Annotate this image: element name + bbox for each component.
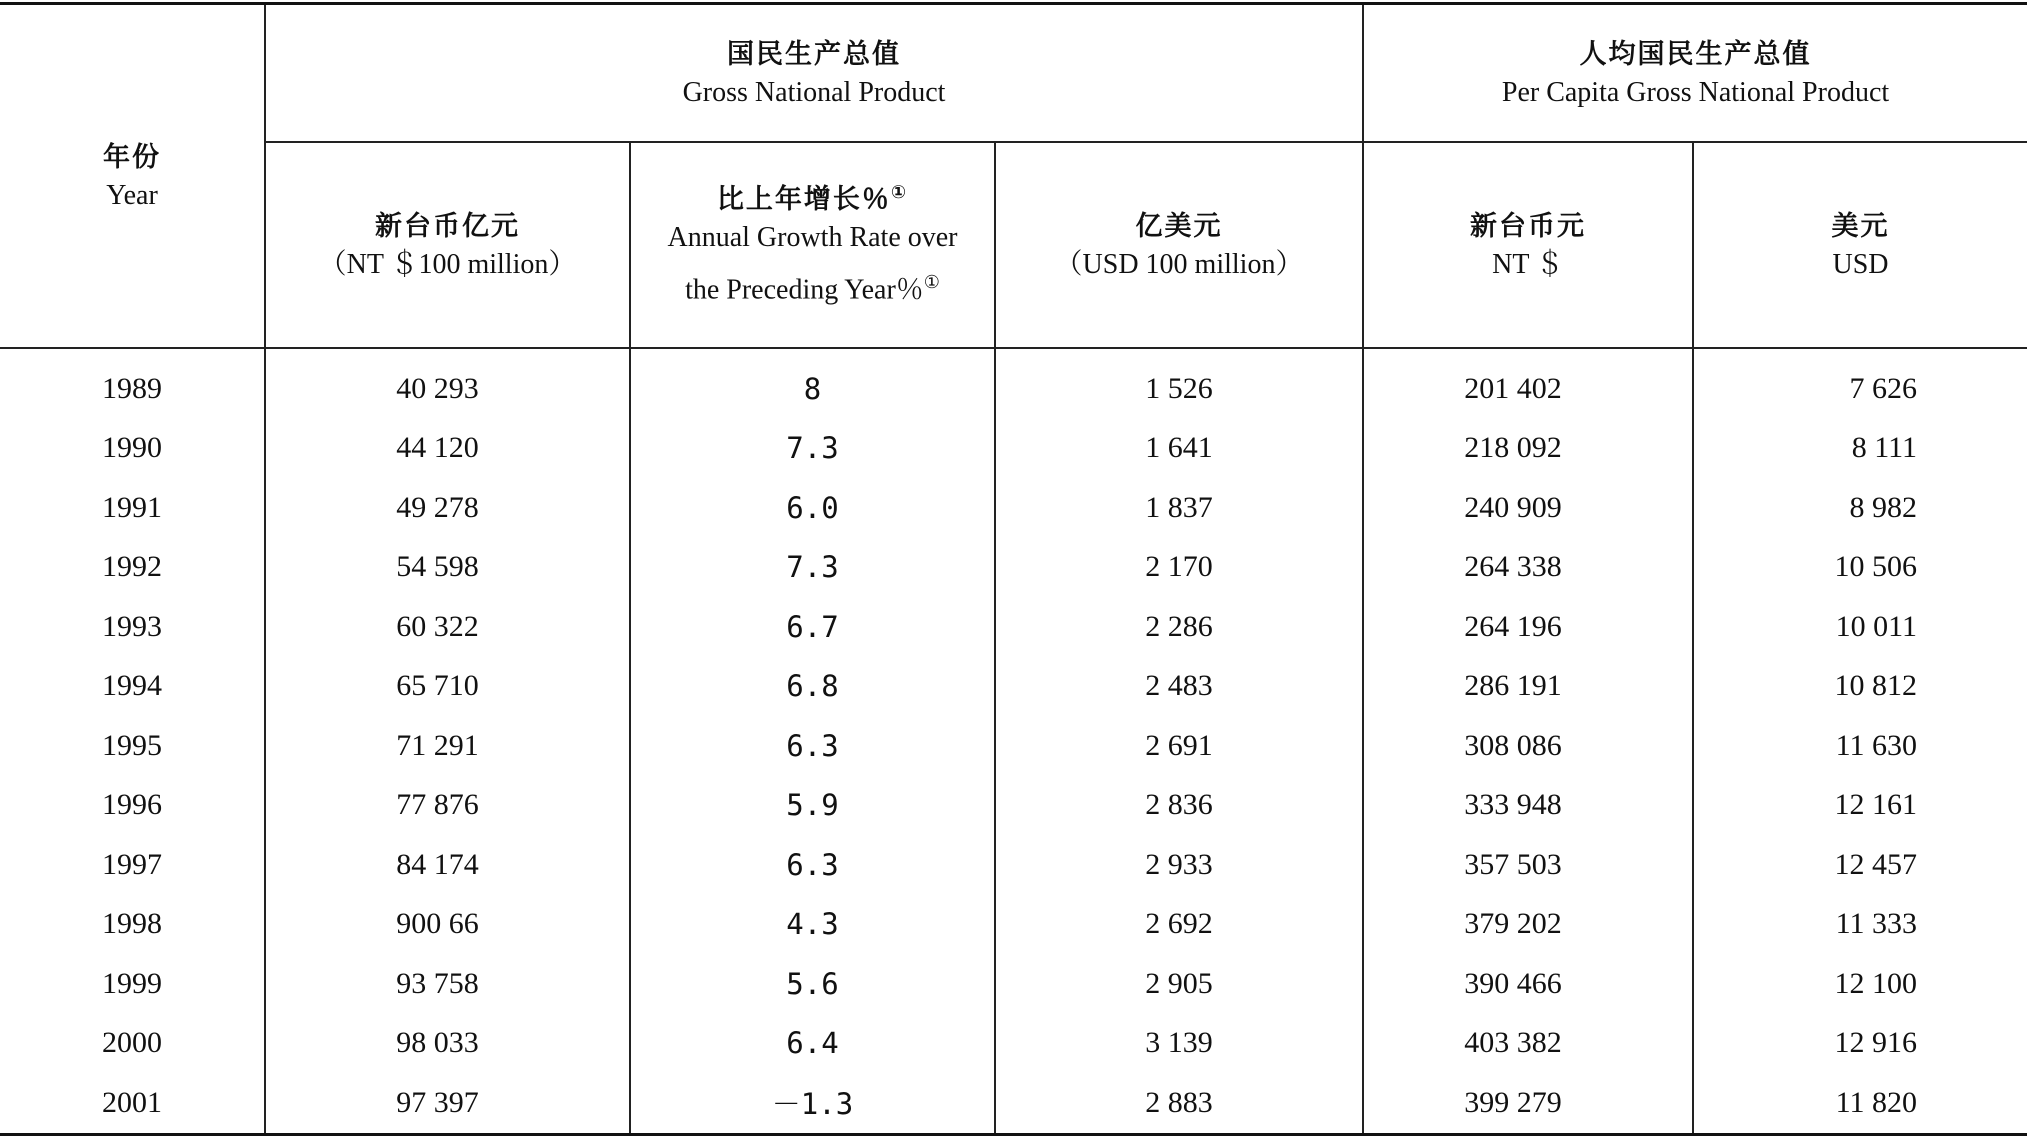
cell-gnp-ntd: 44 120 (265, 419, 630, 479)
cell-year: 1993 (102, 609, 162, 643)
cell-gnp-usd: 1 641 (995, 419, 1363, 479)
year-header (0, 4, 265, 349)
cell-gnp-ntd: 84 174 (265, 835, 630, 895)
cell-per-capita-usd: 10 506 (1693, 538, 2027, 598)
cell-gnp-ntd: 54 598 (265, 538, 630, 598)
cell-per-capita-ntd: 218 092 (1363, 419, 1693, 479)
cell-growth-rate: 6.3 (630, 835, 995, 895)
cell-year: 1996 (102, 788, 162, 822)
cell-growth-rate: 7.3 (630, 419, 995, 479)
cell-gnp-ntd: 93 758 (265, 954, 630, 1014)
cell-gnp-usd: 2 836 (995, 776, 1363, 836)
col-header-pc-usd (1693, 142, 2027, 348)
col-header-pc-ntd-cn: 新台币元 (1470, 210, 1587, 242)
cell-per-capita-ntd: 240 909 (1363, 478, 1693, 538)
cell-per-capita-usd: 12 916 (1693, 1014, 2027, 1074)
cell-growth-rate: 6.8 (630, 657, 995, 717)
cell-gnp-usd: 3 139 (995, 1014, 1363, 1074)
col-header-pc-ntd (1363, 142, 1693, 348)
cell-gnp-usd: 2 170 (995, 538, 1363, 598)
cell-gnp-usd: 1 837 (995, 478, 1363, 538)
table-row (0, 776, 2027, 836)
cell-growth-rate: 6.3 (630, 716, 995, 776)
cell-per-capita-usd: 11 630 (1693, 716, 2027, 776)
cell-per-capita-usd: 11 820 (1693, 1073, 2027, 1134)
gnp-group-header-en: Gross National Product (682, 76, 946, 108)
table-row (0, 1014, 2027, 1074)
cell-gnp-ntd: 71 291 (265, 716, 630, 776)
table-row (0, 657, 2027, 717)
cell-gnp-ntd: 97 397 (265, 1073, 630, 1134)
cell-year: 1990 (102, 431, 162, 465)
per-capita-group-header-en: Per Capita Gross National Product (1501, 76, 1890, 108)
cell-gnp-ntd: 49 278 (265, 478, 630, 538)
cell-per-capita-usd: 11 333 (1693, 895, 2027, 955)
cell-per-capita-ntd: 333 948 (1363, 776, 1693, 836)
cell-per-capita-ntd: 399 279 (1363, 1073, 1693, 1134)
table-row (0, 954, 2027, 1014)
col-header-ntd-en: （NT ＄100 million） (318, 248, 577, 280)
cell-per-capita-usd: 12 457 (1693, 835, 2027, 895)
col-header-pc-ntd-en: NT ＄ (1492, 248, 1564, 280)
cell-per-capita-usd: 8 111 (1693, 419, 2027, 479)
cell-year: 1995 (102, 728, 162, 762)
cell-year: 1999 (102, 966, 162, 1000)
cell-per-capita-ntd: 264 196 (1363, 597, 1693, 657)
col-header-growth-en1: Annual Growth Rate over (667, 222, 958, 254)
cell-gnp-ntd: 60 322 (265, 597, 630, 657)
cell-per-capita-ntd: 390 466 (1363, 954, 1693, 1014)
cell-growth-rate: 8 (630, 348, 995, 419)
cell-growth-rate: 6.4 (630, 1014, 995, 1074)
cell-per-capita-ntd: 201 402 (1363, 348, 1693, 419)
col-header-growth-cn: 比上年增长％ (716, 184, 891, 216)
cell-gnp-usd: 2 905 (995, 954, 1363, 1014)
table-row (0, 419, 2027, 479)
cell-year: 1994 (102, 669, 162, 703)
cell-per-capita-usd: 10 011 (1693, 597, 2027, 657)
footnote-marker: ① (923, 272, 940, 293)
cell-gnp-usd: 2 883 (995, 1073, 1363, 1134)
year-header-en: Year (106, 179, 158, 211)
per-capita-group-header-cn: 人均国民生产总值 (1579, 38, 1812, 70)
table-row (0, 835, 2027, 895)
cell-year: 1989 (102, 371, 162, 405)
cell-gnp-usd: 2 286 (995, 597, 1363, 657)
footnote-marker: ① (890, 182, 909, 204)
gnp-group-header-cn: 国民生产总值 (727, 38, 901, 70)
cell-gnp-usd: 1 526 (995, 348, 1363, 419)
cell-growth-rate: 6.7 (630, 597, 995, 657)
col-header-usd-cn: 亿美元 (1135, 210, 1223, 242)
cell-per-capita-ntd: 357 503 (1363, 835, 1693, 895)
gnp-table (0, 2, 2027, 1136)
table-row (0, 716, 2027, 776)
table-row (0, 478, 2027, 538)
cell-gnp-ntd: 40 293 (265, 348, 630, 419)
table-row (0, 348, 2027, 419)
cell-year: 1991 (102, 490, 162, 524)
col-header-ntd-cn: 新台币亿元 (375, 210, 520, 242)
cell-year: 1998 (102, 907, 162, 941)
cell-per-capita-ntd: 308 086 (1363, 716, 1693, 776)
table-row (0, 1073, 2027, 1134)
table-body (0, 348, 2027, 1134)
cell-growth-rate: 6.0 (630, 478, 995, 538)
cell-growth-rate: 5.9 (630, 776, 995, 836)
cell-gnp-usd: 2 691 (995, 716, 1363, 776)
cell-gnp-ntd: 77 876 (265, 776, 630, 836)
cell-gnp-usd: 2 692 (995, 895, 1363, 955)
per-capita-group-header (1363, 4, 2027, 143)
cell-per-capita-usd: 12 100 (1693, 954, 2027, 1014)
cell-per-capita-ntd: 264 338 (1363, 538, 1693, 598)
table-row (0, 895, 2027, 955)
cell-gnp-ntd: 98 033 (265, 1014, 630, 1074)
table-row (0, 538, 2027, 598)
cell-per-capita-usd: 12 161 (1693, 776, 2027, 836)
cell-growth-rate: －1.3 (630, 1073, 995, 1134)
cell-gnp-usd: 2 483 (995, 657, 1363, 717)
col-header-pc-usd-en: USD (1832, 248, 1889, 280)
cell-growth-rate: 7.3 (630, 538, 995, 598)
col-header-growth-en2: the Preceding Year％ (685, 274, 924, 306)
cell-gnp-ntd: 65 710 (265, 657, 630, 717)
cell-per-capita-ntd: 403 382 (1363, 1014, 1693, 1074)
cell-gnp-usd: 2 933 (995, 835, 1363, 895)
col-header-growth (630, 142, 995, 348)
cell-year: 2001 (102, 1085, 162, 1119)
table-row (0, 597, 2027, 657)
cell-year: 1997 (102, 847, 162, 881)
cell-per-capita-ntd: 286 191 (1363, 657, 1693, 717)
cell-per-capita-usd: 10 812 (1693, 657, 2027, 717)
cell-year: 2000 (102, 1026, 162, 1060)
gnp-table-container (0, 2, 2027, 1136)
cell-per-capita-ntd: 379 202 (1363, 895, 1693, 955)
cell-growth-rate: 5.6 (630, 954, 995, 1014)
cell-gnp-ntd: 900 66 (265, 895, 630, 955)
col-header-pc-usd-cn: 美元 (1831, 210, 1890, 242)
col-header-ntd (265, 142, 630, 348)
year-header-cn: 年份 (103, 141, 161, 173)
cell-per-capita-usd: 7 626 (1693, 348, 2027, 419)
gnp-group-header (265, 4, 1363, 143)
col-header-usd (995, 142, 1363, 348)
cell-year: 1992 (102, 550, 162, 584)
col-header-usd-en: （USD 100 million） (1054, 248, 1304, 280)
cell-growth-rate: 4.3 (630, 895, 995, 955)
cell-per-capita-usd: 8 982 (1693, 478, 2027, 538)
table-header (0, 4, 2027, 349)
